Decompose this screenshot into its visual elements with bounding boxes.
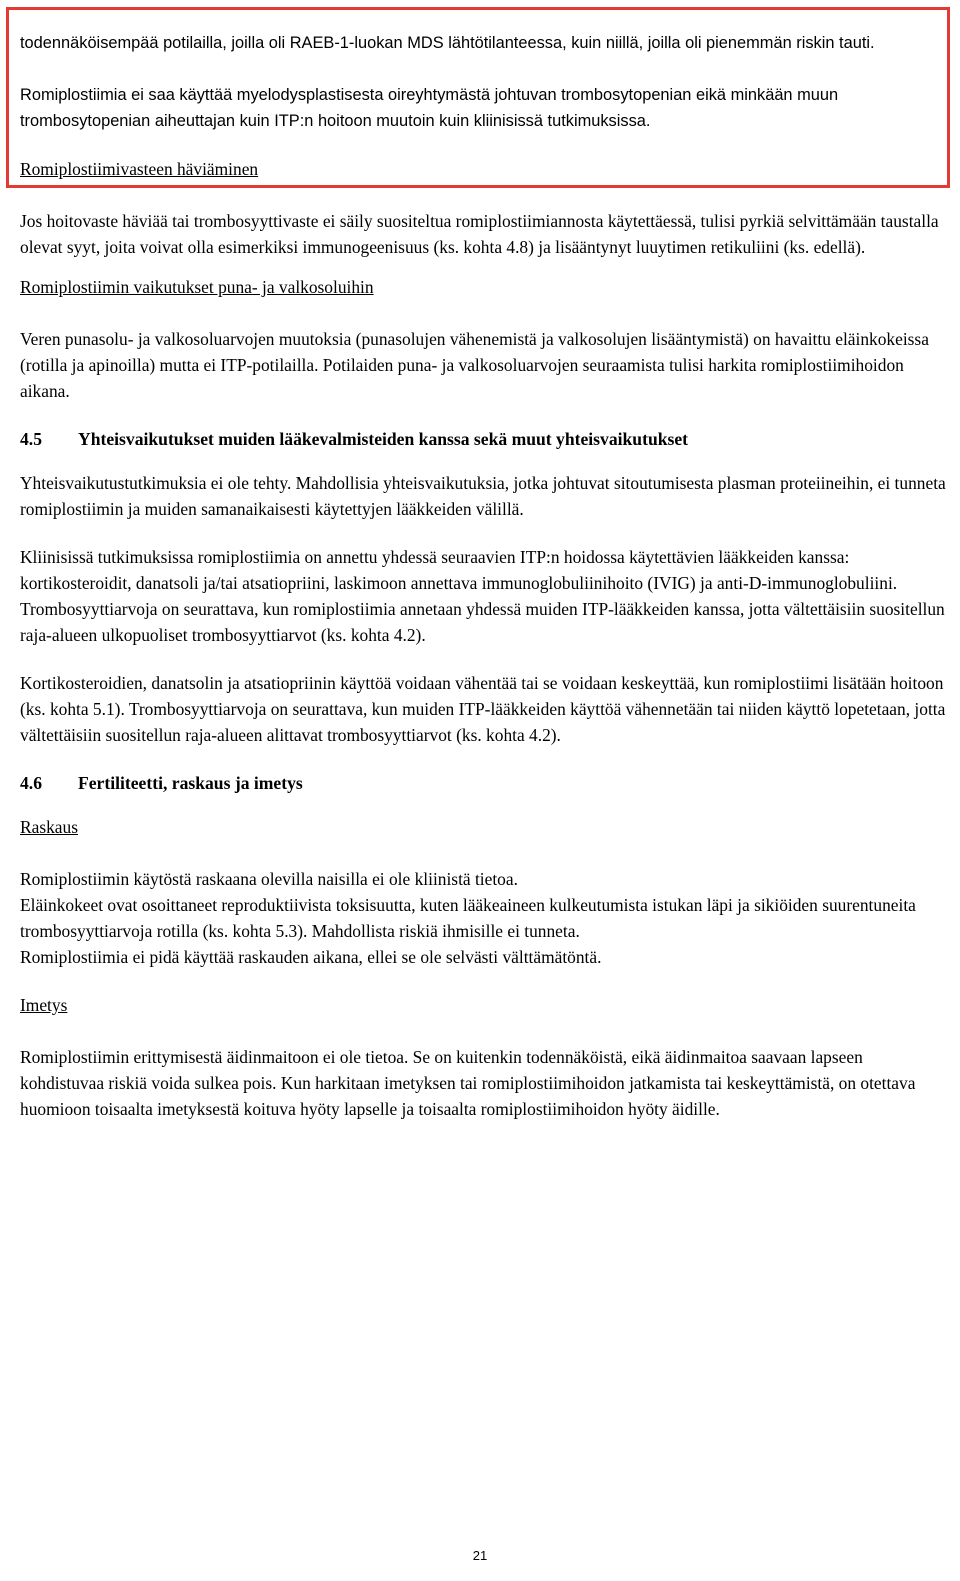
paragraph-clinical-coadministration: Kliinisissä tutkimuksissa romiplostiimia on annettu yhdessä seuraavien ITP:n hoidossa käytettävien lääkkeiden kanssa: kortikosteroidit, danatsoli ja/tai atsatiopriini, laskimoon annettava immunoglobuliinihoito (IVIG) ja anti-D-immunoglobuliini. Trombosyyttiarvoja on seurattava, kun romiplostiimia annetaan yhdessä muiden ITP-lääkkeiden kanssa, jotta vältettäisiin suositellun raja-alueen ulkopuoliset trombosyyttiarvot (ks. kohta 4.2). [20, 547, 945, 645]
paragraph-blood-cell-effects: Veren punasolu- ja valkosoluarvojen muutoksia (punasolujen vähenemistä ja valkosolujen lisääntymistä) on havaittu eläinkokeissa (rotilla ja apinoilla) mutta ei ITP-potilailla. Potilaiden puna- ja valkosoluarvojen seuraamista tulisi harkita romiplostiimihoidon aikana. [20, 329, 929, 401]
paragraph-pregnancy-no-data: Romiplostiimin käytöstä raskaana olevilla naisilla ei ole kliinistä tietoa. [20, 869, 518, 889]
section-title: Yhteisvaikutukset muiden lääkevalmisteiden kanssa sekä muut yhteisvaikutukset [78, 429, 689, 449]
document-page [20, 0, 946, 1122]
paragraph-pregnancy-recommendation: Romiplostiimia ei pidä käyttää raskauden aikana, ellei se ole selvästi välttämätöntä. [20, 947, 602, 967]
paragraph-mds-restriction: Romiplostiimia ei saa käyttää myelodysplastisesta oireyhtymästä johtuvan trombosytopenian eikä minkään muun trombosytopenian aiheuttajan kuin ITP:n hoitoon muutoin kuin kliinisissä tutkimuksissa. [20, 86, 839, 130]
paragraph-pregnancy-animal-studies: Eläinkokeet ovat osoittaneet reproduktiivista toksisuutta, kuten lääkeaineen kulkeutumista istukan läpi ja sikiöiden suurentuneita trombosyyttiarvoja rotilla (ks. kohta 5.3). Mahdollista riskiä ihmisille ei tunneta. [20, 895, 916, 941]
paragraph-corticosteroid-reduction: Kortikosteroidien, danatsolin ja atsatiopriinin käyttöä voidaan vähentää tai se voidaan keskeyttää, kun romiplostiimi lisätään hoitoon (ks. kohta 5.1). Trombosyyttiarvoja on seurattava, kun muiden ITP-lääkkeiden käyttöä vähennetään tai niiden käyttö lopetetaan, jotta vältettäisiin suositellun raja-alueen alittavat trombosyyttiarvot (ks. kohta 4.2). [20, 673, 946, 745]
paragraph-mds-risk: todennäköisempää potilailla, joilla oli RAEB-1-luokan MDS lähtötilanteessa, kuin niillä, joilla oli pienemmän riskin tauti. [20, 34, 875, 52]
subheading-breastfeeding: Imetys [20, 995, 68, 1015]
subheading-pregnancy: Raskaus [20, 817, 78, 837]
page-number: 21 [472, 1548, 488, 1563]
subheading-loss-of-response: Romiplostiimivasteen häviäminen [20, 159, 259, 179]
section-number: 4.6 [20, 773, 42, 793]
subheading-blood-cell-effects: Romiplostiimin vaikutukset puna- ja valkosoluihin [20, 277, 374, 297]
section-title: Fertiliteetti, raskaus ja imetys [78, 773, 303, 793]
paragraph-interaction-studies: Yhteisvaikutustutkimuksia ei ole tehty. Mahdollisia yhteisvaikutuksia, jotka johtuvat sitoutumisesta plasman proteiineihin, ei tunneta romiplostiimin ja muiden samanaikaisesti käytettyjen lääkkeiden välillä. [20, 473, 946, 519]
section-heading-4-5 [20, 426, 946, 452]
paragraph-loss-of-response: Jos hoitovaste häviää tai trombosyyttivaste ei säily suositeltua romiplostiimiannosta käytettäessä, tulisi pyrkiä selvittämään taustalla olevat syyt, joita voivat olla esimerkiksi immunogeenisuus (ks. kohta 4.8) ja lisääntynyt luuytimen retikuliini (ks. edellä). [20, 211, 939, 257]
section-number: 4.5 [20, 429, 42, 449]
paragraph-breastfeeding: Romiplostiimin erittymisestä äidinmaitoon ei ole tietoa. Se on kuitenkin todennäköistä, eikä äidinmaitoa saavaan lapseen kohdistuvaa riskiä voida sulkea pois. Kun harkitaan imetyksen tai romiplostiimihoidon jatkamista tai keskeyttämistä, on otettava huomioon toisaalta imetyksestä koituva hyöty lapselle ja toisaalta romiplostiimihoidon hyöty äidille. [20, 1047, 916, 1119]
section-heading-4-6 [20, 770, 946, 796]
